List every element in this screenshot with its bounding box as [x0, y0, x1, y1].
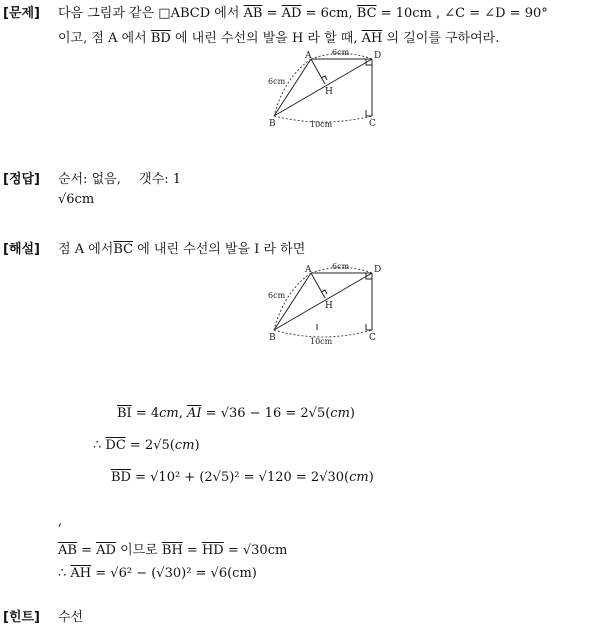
equation-text: ): [349, 406, 355, 421]
equation-5: [58, 566, 257, 581]
figure-label-a: A: [305, 265, 312, 275]
hint-text: 수선: [58, 610, 84, 625]
explanation-text: 에 내린 수선의 발을 I 라 하면: [133, 242, 306, 257]
equation-text: = √6² − (√30)² = √6(cm): [91, 566, 257, 581]
explanation-intro: [58, 238, 305, 257]
figure-label-h: H: [325, 301, 333, 311]
equation-2: [93, 438, 200, 453]
segment-ai: $\overline{AI}$: [187, 406, 202, 421]
equation-text: = 2√5(: [125, 438, 175, 453]
figure-label-c: C: [369, 333, 376, 343]
problem-text: =: [262, 6, 282, 21]
problem-text: 의 길이를 구하여라.: [382, 31, 500, 46]
problem-text: = 10cm , ∠C = ∠D = 90°: [376, 6, 548, 21]
figure-label-c: C: [369, 119, 376, 129]
problem-text: 이고, 점 A 에서: [58, 31, 151, 46]
segment-ab: $\overline{AB}$: [243, 6, 263, 21]
equation-text: ): [368, 470, 374, 485]
problem-text: 에 내린 수선의 발을 H 라 할 때,: [170, 31, 362, 46]
equation-1: [117, 406, 355, 421]
hint-label: [힌트]: [3, 610, 40, 625]
equation-4: [58, 539, 287, 558]
problem-line-2: [58, 27, 499, 46]
equation-text: = 4: [131, 406, 160, 421]
problem-line-1: [58, 2, 548, 21]
figure-label-b: B: [269, 119, 276, 129]
equation-unit: cm: [159, 406, 179, 421]
answer-count: 갯수: 1: [139, 172, 182, 187]
answer-label: [정답]: [3, 172, 40, 187]
equation-text: ∴: [93, 438, 106, 453]
equation-text: =: [182, 543, 202, 558]
equation-text: =: [76, 543, 97, 558]
figure-length-ab: 6cm: [268, 77, 286, 86]
figure-label-b: B: [269, 333, 276, 343]
figure-label-h: H: [325, 87, 333, 97]
segment-hd: $\overline{HD}$: [201, 543, 224, 558]
equation-text: ): [194, 438, 200, 453]
explanation-comma: ,: [58, 514, 63, 529]
figure-label-a: A: [305, 51, 312, 61]
equation-text: ,: [178, 406, 188, 421]
problem-figure: [262, 46, 392, 130]
equation-text: = √30cm: [223, 543, 288, 558]
figure-length-ad: 6cm: [332, 48, 350, 57]
answer-meta: [58, 168, 181, 187]
segment-ab: $\overline{AB}$: [58, 543, 77, 558]
segment-ad: $\overline{AD}$: [281, 6, 302, 21]
segment-bi: $\overline{BI}$: [117, 406, 132, 421]
segment-ad: $\overline{AD}$: [96, 543, 116, 558]
figure-label-d: D: [374, 51, 382, 61]
explanation-figure: [262, 260, 392, 348]
equation-3: [111, 470, 374, 485]
segment-bc: $\overline{BC}$: [356, 6, 377, 21]
explanation-text: 점 A 에서: [58, 242, 114, 257]
equation-text: = √10² + (2√5)² = √120 = 2√30(: [130, 470, 350, 485]
answer-order: 순서: 없음,: [58, 172, 121, 187]
segment-ah: $\overline{AH}$: [70, 566, 92, 581]
problem-label: [문제]: [3, 6, 40, 21]
problem-text: 다음 그림과 같은 □ABCD 에서: [58, 6, 244, 21]
equation-unit: cm: [349, 470, 369, 485]
segment-bd: $\overline{BD}$: [111, 470, 131, 485]
segment-bc: $\overline{BC}$: [113, 242, 134, 257]
figure-length-bc: 10cm: [310, 337, 333, 346]
equation-unit: cm: [174, 438, 195, 453]
equation-text: 이므로: [115, 543, 162, 558]
figure-length-bc: 10cm: [310, 120, 333, 129]
equation-text: ∴: [58, 566, 71, 581]
segment-bh: $\overline{BH}$: [161, 543, 183, 558]
explanation-label: [해설]: [3, 242, 40, 257]
figure-label-d: D: [374, 265, 382, 275]
equation-unit: cm: [330, 406, 350, 421]
equation-text: = √36 − 16 = 2√5(: [201, 406, 331, 421]
figure-length-ad: 6cm: [332, 262, 350, 271]
problem-text: = 6cm,: [301, 6, 357, 21]
figure-length-ab: 6cm: [268, 291, 286, 300]
segment-ah: $\overline{AH}$: [361, 31, 383, 46]
answer-value: √6cm: [58, 192, 95, 207]
segment-bd: $\overline{BD}$: [150, 31, 171, 46]
segment-dc: $\overline{DC}$: [105, 438, 126, 453]
